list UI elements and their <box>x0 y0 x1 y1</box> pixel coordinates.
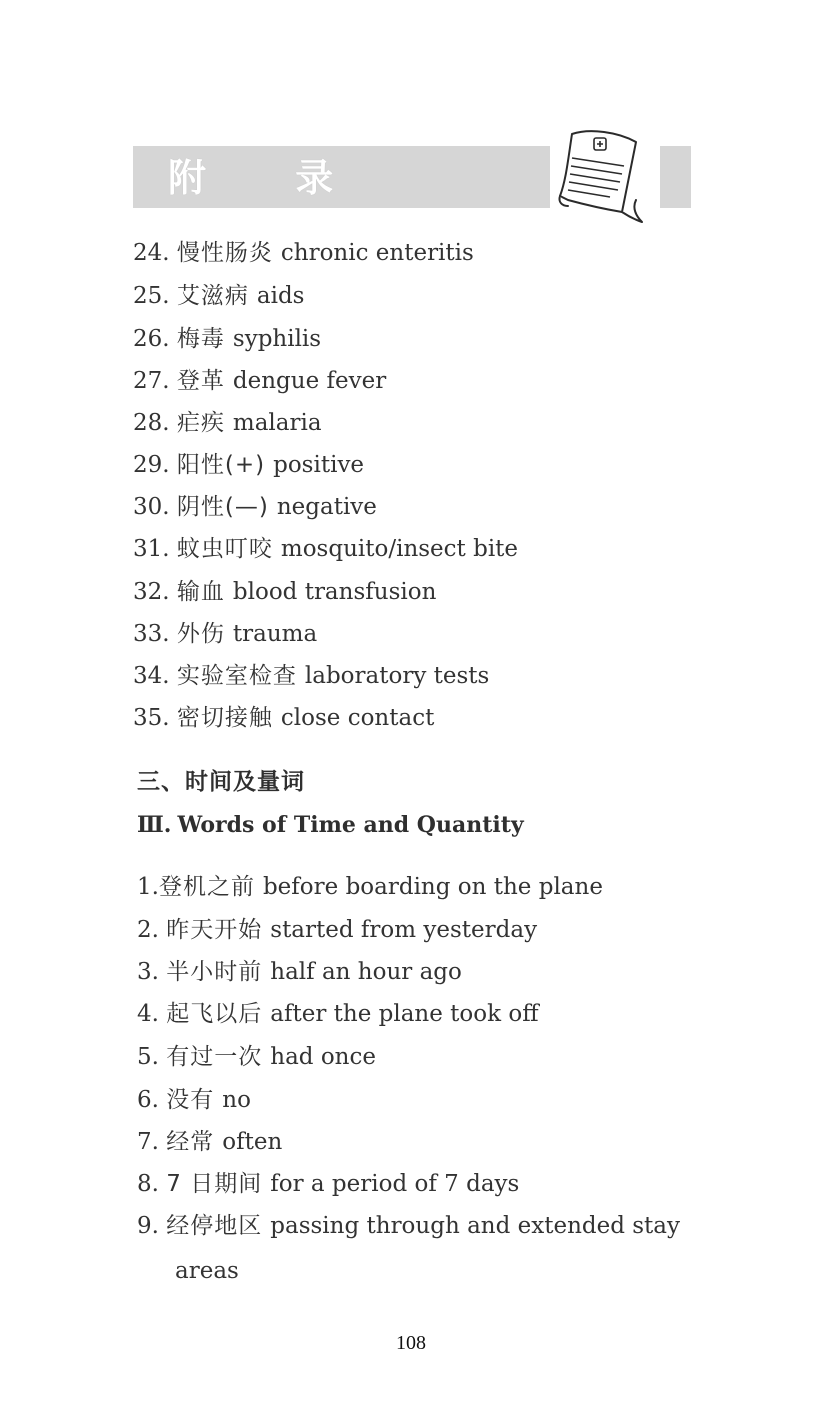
page-number: 108 <box>396 1332 426 1354</box>
list-item: 33. 外伤 trauma <box>133 621 318 647</box>
list-item: 34. 实验室检查 laboratory tests <box>133 663 490 689</box>
list-item: 8. 7 日期间 for a period of 7 days <box>137 1171 520 1197</box>
section-heading-english-text: Words of Time and Quantity <box>177 812 524 838</box>
list-item: 5. 有过一次 had once <box>137 1044 376 1070</box>
list-item: 29. 阳性(+) positive <box>133 452 365 478</box>
list-item: 9. 经停地区 passing through and extended stay <box>137 1213 680 1239</box>
list-item: 6. 没有 no <box>137 1087 251 1113</box>
list-item: 3. 半小时前 half an hour ago <box>137 959 462 985</box>
list-item: 1.登机之前 before boarding on the plane <box>137 874 603 900</box>
list-item: 7. 经常 often <box>137 1129 283 1155</box>
list-item-continuation: areas <box>175 1258 239 1284</box>
section-roman-numeral: Ⅲ. <box>137 812 172 838</box>
list-item: 24. 慢性肠炎 chronic enteritis <box>133 240 474 266</box>
list-item: 35. 密切接触 close contact <box>133 705 435 731</box>
list-item: 32. 输血 blood transfusion <box>133 579 437 605</box>
list-item: 25. 艾滋病 aids <box>133 283 305 309</box>
list-item: 28. 疟疾 malaria <box>133 410 322 436</box>
list-item: 30. 阴性(—) negative <box>133 494 377 520</box>
list-item: 4. 起飞以后 after the plane took off <box>137 1001 539 1027</box>
list-item: 31. 蚊虫叮咬 mosquito/insect bite <box>133 536 519 562</box>
section-heading-chinese: 三、时间及量词 <box>137 769 305 795</box>
list-item: 26. 梅毒 syphilis <box>133 326 322 352</box>
page-title: 附 录 <box>168 156 372 200</box>
list-item: 2. 昨天开始 started from yesterday <box>137 917 538 943</box>
list-item: 27. 登革 dengue fever <box>133 368 387 394</box>
